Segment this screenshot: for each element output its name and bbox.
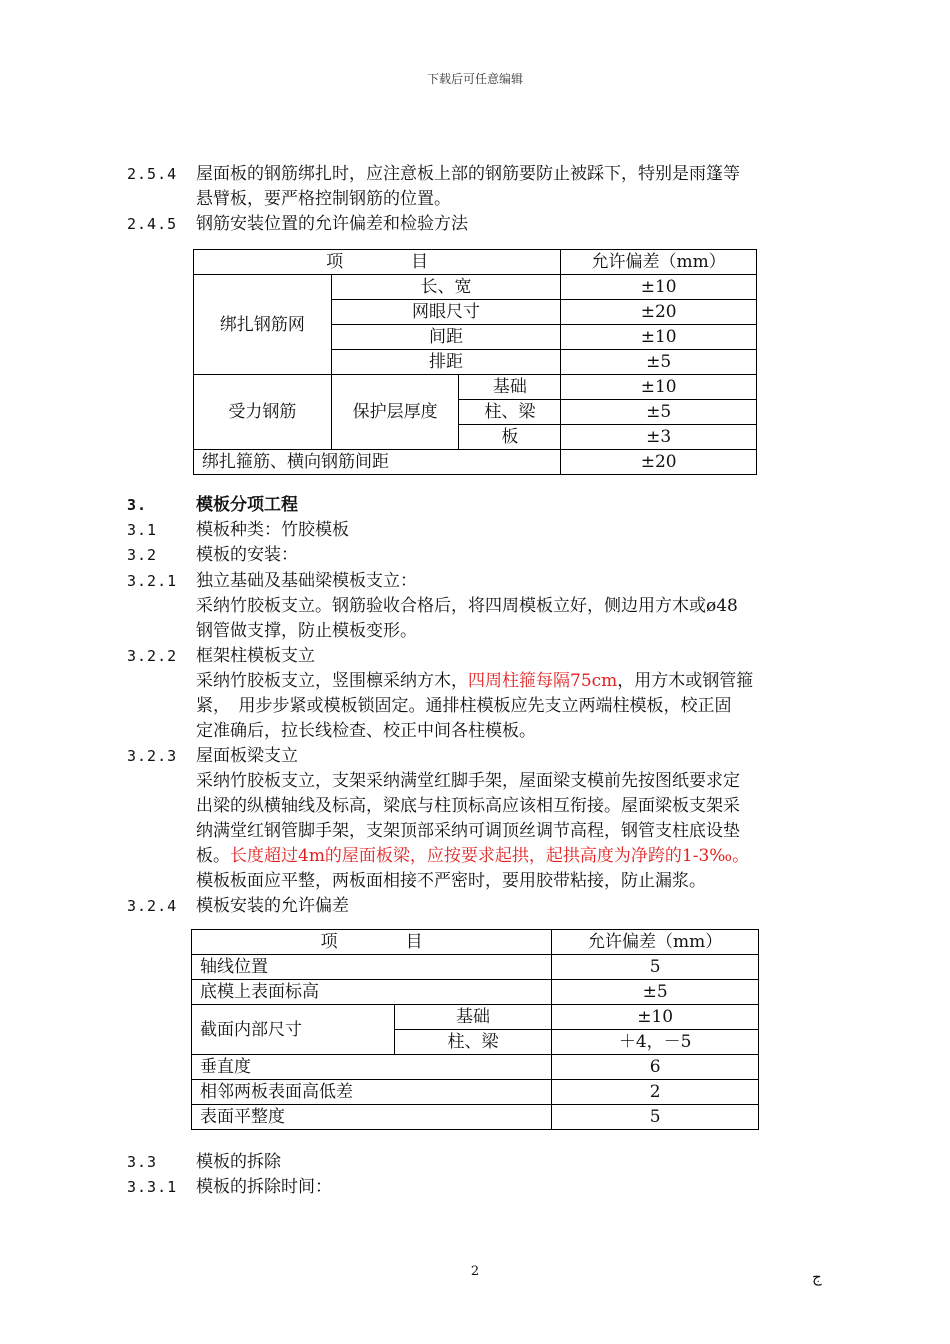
footer-mark: ج (812, 1268, 822, 1286)
item-cell: 长、宽 (331, 275, 561, 300)
table-row (192, 955, 759, 980)
paragraph-line: 纳满堂红钢管脚手架，支架顶部采纳可调顶丝调节高程，钢管支柱底设垫 (196, 821, 740, 841)
section-title: 框架柱模板支立 (196, 646, 315, 666)
table-row (194, 450, 757, 475)
section-title: 屋面板梁支立 (196, 746, 298, 766)
section-title: 独立基础及基础梁模板支立： (196, 571, 417, 591)
section-number: 3.2.4 (127, 897, 178, 915)
item-cell: 排距 (331, 350, 561, 375)
header-deviation: 允许偏差（mm） (561, 250, 757, 275)
page-header: 下载后可任意编辑 (426, 72, 523, 86)
table-row (194, 275, 757, 300)
item-cell: 绑扎箍筋、横向钢筋间距 (194, 450, 561, 475)
value-cell: ±5 (561, 350, 757, 375)
paragraph-line (196, 844, 749, 868)
subgroup-cell: 保护层厚度 (331, 375, 459, 450)
value-cell: 5 (552, 1105, 759, 1130)
value-cell: 5 (552, 955, 759, 980)
section-title: 模板安装的允许偏差 (196, 896, 349, 916)
value-cell: ±5 (561, 400, 757, 425)
value-cell: ±10 (561, 325, 757, 350)
value-cell: ±5 (552, 980, 759, 1005)
section-number: 2.5.4 (127, 165, 178, 183)
header-deviation: 允许偏差（mm） (552, 930, 759, 955)
group-cell: 绑扎钢筋网 (194, 275, 332, 375)
paragraph-line: 紧， 用步步紧或模板锁固定。通排柱模板应先支立两端柱模板，校正固 (196, 696, 732, 716)
header-item: 项 目 (194, 250, 561, 275)
table-row (192, 930, 759, 955)
rebar-tolerance-table (193, 249, 757, 475)
value-cell: ±10 (552, 1005, 759, 1030)
text-span: 采纳竹胶板支立，竖围檩采纳方木， (196, 671, 468, 691)
item-cell: 基础 (459, 375, 561, 400)
section-number: 3.2.3 (127, 747, 178, 765)
table-row (192, 1055, 759, 1080)
paragraph-line: 采纳竹胶板支立。钢筋验收合格后，将四周模板立好，侧边用方木或ø48 (196, 596, 738, 616)
item-cell: 垂直度 (192, 1055, 552, 1080)
paragraph-line: 屋面板的钢筋绑扎时，应注意板上部的钢筋要防止被踩下，特别是雨篷等 (196, 164, 740, 184)
highlight-text: 长度超过4m的屋面板梁，应按要求起拱，起拱高度为净跨的1-3‰。 (230, 846, 750, 866)
table-row (194, 375, 757, 400)
section-number: 3.2.2 (127, 647, 178, 665)
paragraph-line (196, 669, 753, 693)
section-title: 模板的拆除 (196, 1152, 281, 1172)
formwork-tolerance-table (191, 929, 759, 1130)
paragraph-line: 出梁的纵横轴线及标高，梁底与柱顶标高应该相互衔接。屋面梁板支架采 (196, 796, 740, 816)
section-number: 2.4.5 (127, 215, 178, 233)
item-cell: 柱、梁 (394, 1030, 552, 1055)
item-cell: 表面平整度 (192, 1105, 552, 1130)
section-number: 3. (127, 496, 148, 514)
section-number: 3.1 (127, 521, 158, 539)
text-span: ，用方木或钢管箍 (617, 671, 754, 691)
section-title: 模板种类：竹胶模板 (196, 520, 349, 540)
section-number: 3.2.1 (127, 572, 178, 590)
section-number: 3.2 (127, 546, 158, 564)
value-cell: 2 (552, 1080, 759, 1105)
item-cell: 间距 (331, 325, 561, 350)
header-item: 项 目 (192, 930, 552, 955)
item-cell: 柱、梁 (459, 400, 561, 425)
table-row (192, 1080, 759, 1105)
item-cell: 网眼尺寸 (331, 300, 561, 325)
value-cell: 6 (552, 1055, 759, 1080)
group-cell: 截面内部尺寸 (192, 1005, 395, 1055)
section-number: 3.3 (127, 1153, 158, 1171)
table-row (192, 1105, 759, 1130)
paragraph-line: 采纳竹胶板支立，支架采纳满堂红脚手架，屋面梁支模前先按图纸要求定 (196, 771, 740, 791)
paragraph-line: 悬臂板，要严格控制钢筋的位置。 (196, 189, 451, 209)
text-span: 板。 (196, 846, 230, 866)
table-row (194, 250, 757, 275)
section-title: 模板的安装： (196, 545, 298, 565)
highlight-text: 四周柱箍每隔75cm (468, 671, 618, 691)
section-number: 3.3.1 (127, 1178, 178, 1196)
item-cell: 基础 (394, 1005, 552, 1030)
value-cell: ±20 (561, 450, 757, 475)
item-cell: 相邻两板表面高低差 (192, 1080, 552, 1105)
section-title: 钢筋安装位置的允许偏差和检验方法 (196, 214, 468, 234)
value-cell: ＋4，－5 (552, 1030, 759, 1055)
value-cell: ±20 (561, 300, 757, 325)
section-title: 模板的拆除时间： (196, 1177, 332, 1197)
value-cell: ±3 (561, 425, 757, 450)
paragraph-line: 定准确后，拉长线检查、校正中间各柱模板。 (196, 721, 536, 741)
page-number: 2 (470, 1264, 480, 1279)
item-cell: 底模上表面标高 (192, 980, 552, 1005)
value-cell: ±10 (561, 275, 757, 300)
paragraph-line: 钢管做支撑，防止模板变形。 (196, 621, 417, 641)
paragraph-line: 模板板面应平整，两板面相接不严密时，要用胶带粘接，防止漏浆。 (196, 871, 706, 891)
section-title: 模板分项工程 (196, 495, 298, 515)
value-cell: ±10 (561, 375, 757, 400)
item-cell: 板 (459, 425, 561, 450)
group-cell: 受力钢筋 (194, 375, 332, 450)
item-cell: 轴线位置 (192, 955, 552, 980)
table-row (192, 980, 759, 1005)
table-row (192, 1005, 759, 1030)
